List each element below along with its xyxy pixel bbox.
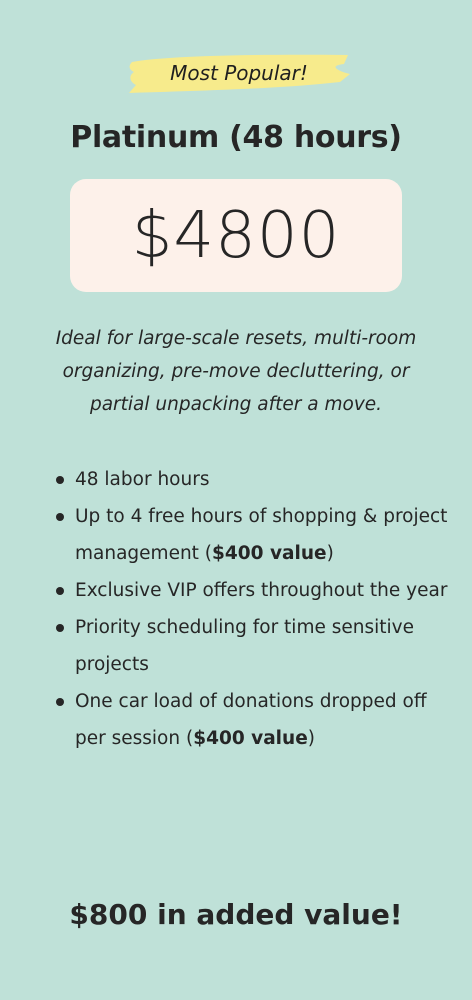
feature-text: Up to 4 free hours of shopping & project management (: [75, 506, 448, 564]
bullet-icon: [56, 587, 64, 595]
added-value-footer: $800 in added value!: [69, 898, 403, 931]
feature-text: 48 labor hours: [75, 469, 210, 490]
feature-text: One car load of donations dropped off per session (: [75, 691, 427, 749]
feature-text: ): [326, 543, 334, 564]
feature-list: [52, 461, 457, 757]
feature-item: [52, 609, 457, 683]
badge-label: Most Popular!: [170, 61, 308, 85]
bullet-icon: [56, 698, 64, 706]
feature-item: [52, 461, 457, 498]
feature-text: ): [307, 728, 315, 749]
plan-description: Ideal for large-scale resets, multi-room organizing, pre-move decluttering, or partial unpacking after a move.: [55, 328, 417, 415]
feature-item: [52, 683, 457, 757]
plan-price: $4800: [131, 198, 341, 273]
most-popular-badge: [126, 52, 352, 96]
feature-item: [52, 498, 457, 572]
price-box: [70, 179, 402, 292]
bullet-icon: [56, 513, 64, 521]
bullet-icon: [56, 624, 64, 632]
bullet-icon: [56, 476, 64, 484]
feature-value-highlight: $400 value: [212, 543, 327, 564]
plan-title: Platinum (48 hours): [70, 120, 402, 155]
feature-text: Exclusive VIP offers throughout the year: [75, 580, 448, 601]
feature-value-highlight: $400 value: [193, 728, 308, 749]
feature-item: [52, 572, 457, 609]
feature-text: Priority scheduling for time sensitive projects: [75, 617, 414, 675]
